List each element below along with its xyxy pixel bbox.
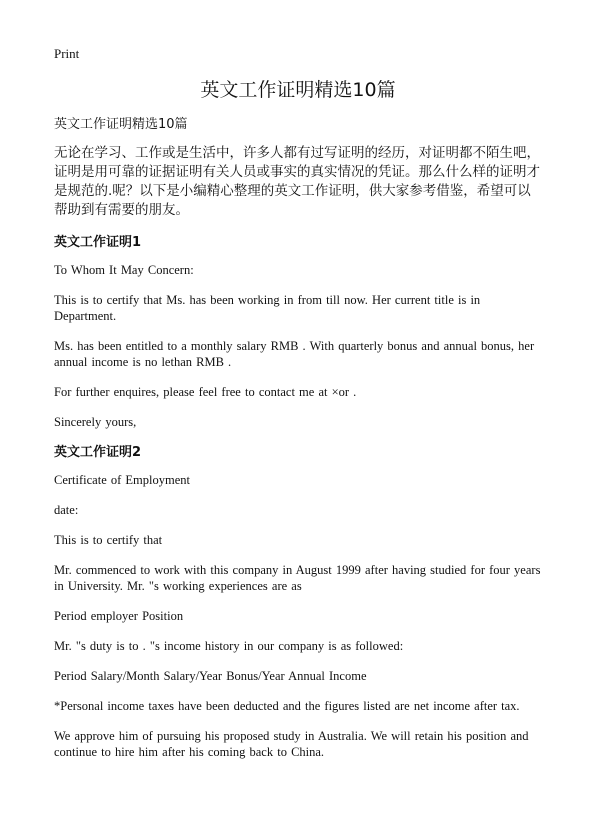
document-title: 英文工作证明精选10篇 (200, 79, 396, 101)
paragraph: To Whom It May Concern: (54, 263, 194, 277)
paragraph: Period employer Position (54, 609, 184, 623)
paragraph: Mr. "s duty is to . "s income history in our company is as followed: (54, 639, 404, 653)
paragraph: Certificate of Employment (54, 473, 190, 487)
paragraph: This is to certify that Ms. has been working in from till now. Her current title is in Department. (54, 293, 481, 323)
paragraph: *Personal income taxes have been deducted and the figures listed are net income after tax. (54, 699, 520, 713)
paragraph: This is to certify that (54, 533, 163, 547)
certificate-section-1 (54, 234, 542, 430)
paragraph: date: (54, 503, 79, 517)
paragraph: We approve him of pursuing his proposed study in Australia. We will retain his position and continue to hire him after his coming back to China. (54, 729, 529, 759)
paragraph: For further enquires, please feel free to contact me at ×or . (54, 385, 357, 399)
print-link[interactable]: Print (54, 46, 80, 61)
intro-paragraph: 无论在学习、工作或是生活中，许多人都有过写证明的经历，对证明都不陌生吧，证明是用可靠的证据证明有关人员或事实的真实情况的凭证。那么什么样的证明才是规范的.呢？以下是小编精心整理的英文工作证明，供大家参考借鉴，希望可以帮助到有需要的朋友。 (54, 145, 540, 218)
paragraph: Sincerely yours, (54, 415, 137, 429)
section-heading: 英文工作证明1 (54, 235, 142, 250)
paragraph: Mr. commenced to work with this company in August 1999 after having studied for four years in University. Mr. "s working experiences are as (54, 563, 541, 593)
document-subtitle: 英文工作证明精选10篇 (54, 117, 188, 132)
paragraph: Period Salary/Month Salary/Year Bonus/Year Annual Income (54, 669, 367, 683)
certificate-section-2 (54, 444, 542, 760)
paragraph: Ms. has been entitled to a monthly salary RMB . With quarterly bonus and annual bonus, her annual income is no lethan RMB . (54, 339, 535, 369)
section-heading: 英文工作证明2 (54, 445, 142, 460)
